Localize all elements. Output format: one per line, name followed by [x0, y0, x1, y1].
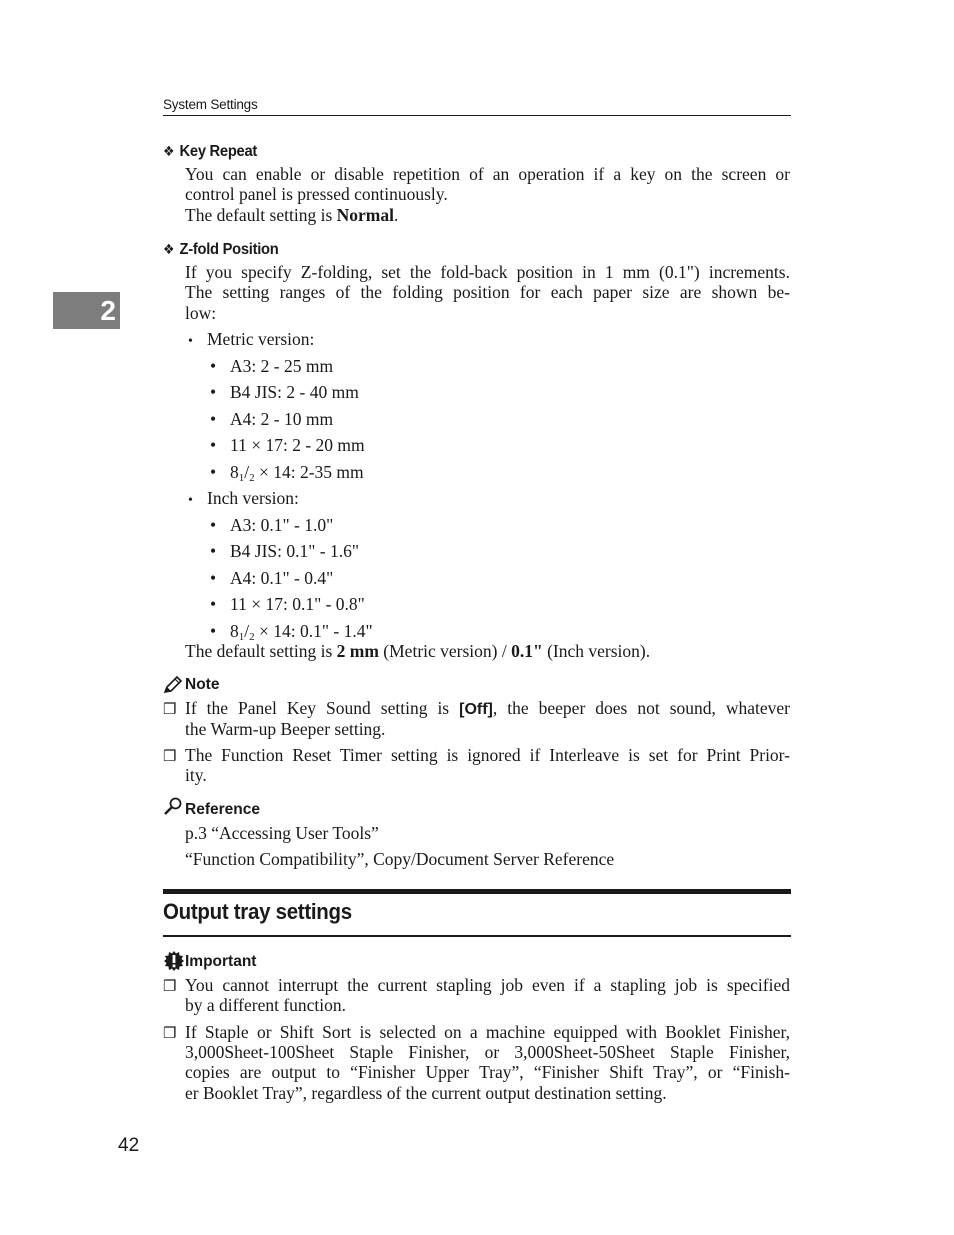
- note-item1-line2: the Warm-up Beeper setting.: [185, 719, 386, 739]
- key-repeat-default: [185, 205, 398, 226]
- page-number: 42: [118, 1135, 140, 1156]
- chapter-tab: 2: [53, 292, 120, 329]
- default-prefix: The default setting is: [185, 205, 337, 225]
- checkbox-icon: ❒: [163, 1026, 177, 1042]
- zfold-line3: low:: [185, 303, 217, 323]
- note-text: If the Panel Key Sound setting is: [185, 698, 460, 718]
- bullet-icon: •: [210, 409, 217, 429]
- fraction-denominator: 2: [249, 472, 255, 484]
- diamond-icon: ❖: [163, 241, 175, 257]
- bullet-icon: •: [210, 356, 217, 376]
- note-item1-line1: [185, 698, 790, 721]
- pencil-icon: [163, 676, 183, 694]
- fraction-whole: 8: [230, 621, 239, 641]
- metric-item: A4: 2 - 10 mm: [230, 409, 334, 429]
- metric-item: A3: 2 - 25 mm: [230, 356, 334, 376]
- section-rule-top: [163, 889, 791, 894]
- default-suffix: .: [394, 205, 399, 225]
- inch-item-fraction: $8_1/_2 \times 14$: 0.1" - 1.4": [230, 621, 373, 643]
- checkbox-icon: ❒: [163, 979, 177, 995]
- checkbox-icon: ❒: [163, 702, 177, 718]
- reference-link[interactable]: “Function Compatibility”, Copy/Document Server Reference: [185, 849, 615, 869]
- important-item2-line3: copies are output to “Finisher Upper Tray”, “Finisher Shift Tray”, or “Finish-: [185, 1062, 790, 1082]
- default-inch: 0.1": [511, 641, 543, 661]
- bullet-icon: •: [210, 462, 217, 482]
- default-metric: 2 mm: [336, 641, 379, 661]
- default-prefix: The default setting is: [185, 641, 337, 661]
- running-head: System Settings: [163, 97, 258, 112]
- metric-item-fraction: $8_1/_2 \times 14$: 2-35 mm: [230, 462, 364, 484]
- default-suffix: (Inch version).: [542, 641, 651, 661]
- bullet-icon: •: [210, 435, 217, 455]
- key-repeat-heading: [163, 143, 257, 161]
- fraction-numerator: 1: [238, 472, 245, 484]
- fraction-rest: × 14: 0.1" - 1.4": [254, 621, 373, 641]
- bullet-icon: •: [210, 515, 217, 535]
- zfold-title: Z-fold Position: [179, 241, 279, 258]
- note-item2-line1: The Function Reset Timer setting is ignored if Interleave is set for Print Prior-: [185, 745, 790, 765]
- fraction-numerator: 1: [238, 631, 245, 643]
- note-text: , the beeper does not sound, whatever: [492, 698, 791, 718]
- key-repeat-line1: You can enable or disable repetition of an operation if a key on the screen or: [185, 164, 790, 184]
- inch-item: B4 JIS: 0.1" - 1.6": [230, 541, 360, 561]
- important-item2-line4: er Booklet Tray”, regardless of the current output destination setting.: [185, 1083, 667, 1103]
- bullet-icon: •: [210, 594, 217, 614]
- important-item1-line1: You cannot interrupt the current stapling job even if a stapling job is specified: [185, 975, 790, 995]
- inch-item: A4: 0.1" - 0.4": [230, 568, 334, 588]
- bullet-icon: •: [188, 493, 193, 508]
- metric-bullet: [188, 329, 193, 353]
- bullet-icon: •: [210, 568, 217, 588]
- inch-item: A3: 0.1" - 1.0": [230, 515, 334, 535]
- bullet-icon: •: [210, 541, 217, 561]
- reference-label: Reference: [185, 801, 260, 818]
- zfold-line1: If you specify Z-folding, set the fold-back position in 1 mm (0.1") increments.: [185, 262, 790, 282]
- metric-item: 11 × 17: 2 - 20 mm: [230, 435, 365, 455]
- checkbox-icon: ❒: [163, 749, 177, 765]
- key-off: [Off]: [459, 701, 493, 718]
- inch-bullet: [188, 488, 193, 512]
- bullet-icon: •: [210, 621, 217, 641]
- fraction-rest: × 14: 2-35 mm: [254, 462, 364, 482]
- key-repeat-line2: control panel is pressed continuously.: [185, 184, 448, 204]
- important-item1-line2: by a different function.: [185, 995, 347, 1015]
- note-item2-line2: ity.: [185, 765, 207, 785]
- inch-label: Inch version:: [207, 488, 299, 508]
- note-label: Note: [185, 676, 220, 693]
- important-item2-line2: 3,000Sheet-100Sheet Staple Finisher, or 3,000Sheet-50Sheet Staple Finisher,: [185, 1042, 790, 1062]
- zfold-default: [185, 641, 650, 662]
- important-icon: [163, 950, 185, 972]
- inch-item: 11 × 17: 0.1" - 0.8": [230, 594, 365, 614]
- zfold-line2: The setting ranges of the folding position for each paper size are shown be-: [185, 282, 790, 302]
- diamond-icon: ❖: [163, 143, 175, 159]
- key-repeat-title: Key Repeat: [179, 143, 257, 160]
- bullet-icon: •: [210, 382, 217, 402]
- fraction-whole: 8: [230, 462, 239, 482]
- bullet-icon: •: [188, 334, 193, 349]
- metric-label: Metric version:: [207, 329, 315, 349]
- section-rule-bottom: [163, 935, 791, 937]
- important-item2-line1: If Staple or Shift Sort is selected on a machine equipped with Booklet Finisher,: [185, 1022, 790, 1042]
- zfold-heading: [163, 241, 278, 259]
- reference-link[interactable]: p.3 “Accessing User Tools”: [185, 823, 379, 843]
- section-title: Output tray settings: [163, 899, 352, 924]
- magnifier-icon: [163, 797, 183, 815]
- default-value: Normal: [336, 205, 394, 225]
- fraction-denominator: 2: [249, 631, 255, 643]
- important-label: Important: [185, 953, 257, 970]
- header-rule: [163, 115, 791, 116]
- default-mid: (Metric version) /: [378, 641, 512, 661]
- metric-item: B4 JIS: 2 - 40 mm: [230, 382, 359, 402]
